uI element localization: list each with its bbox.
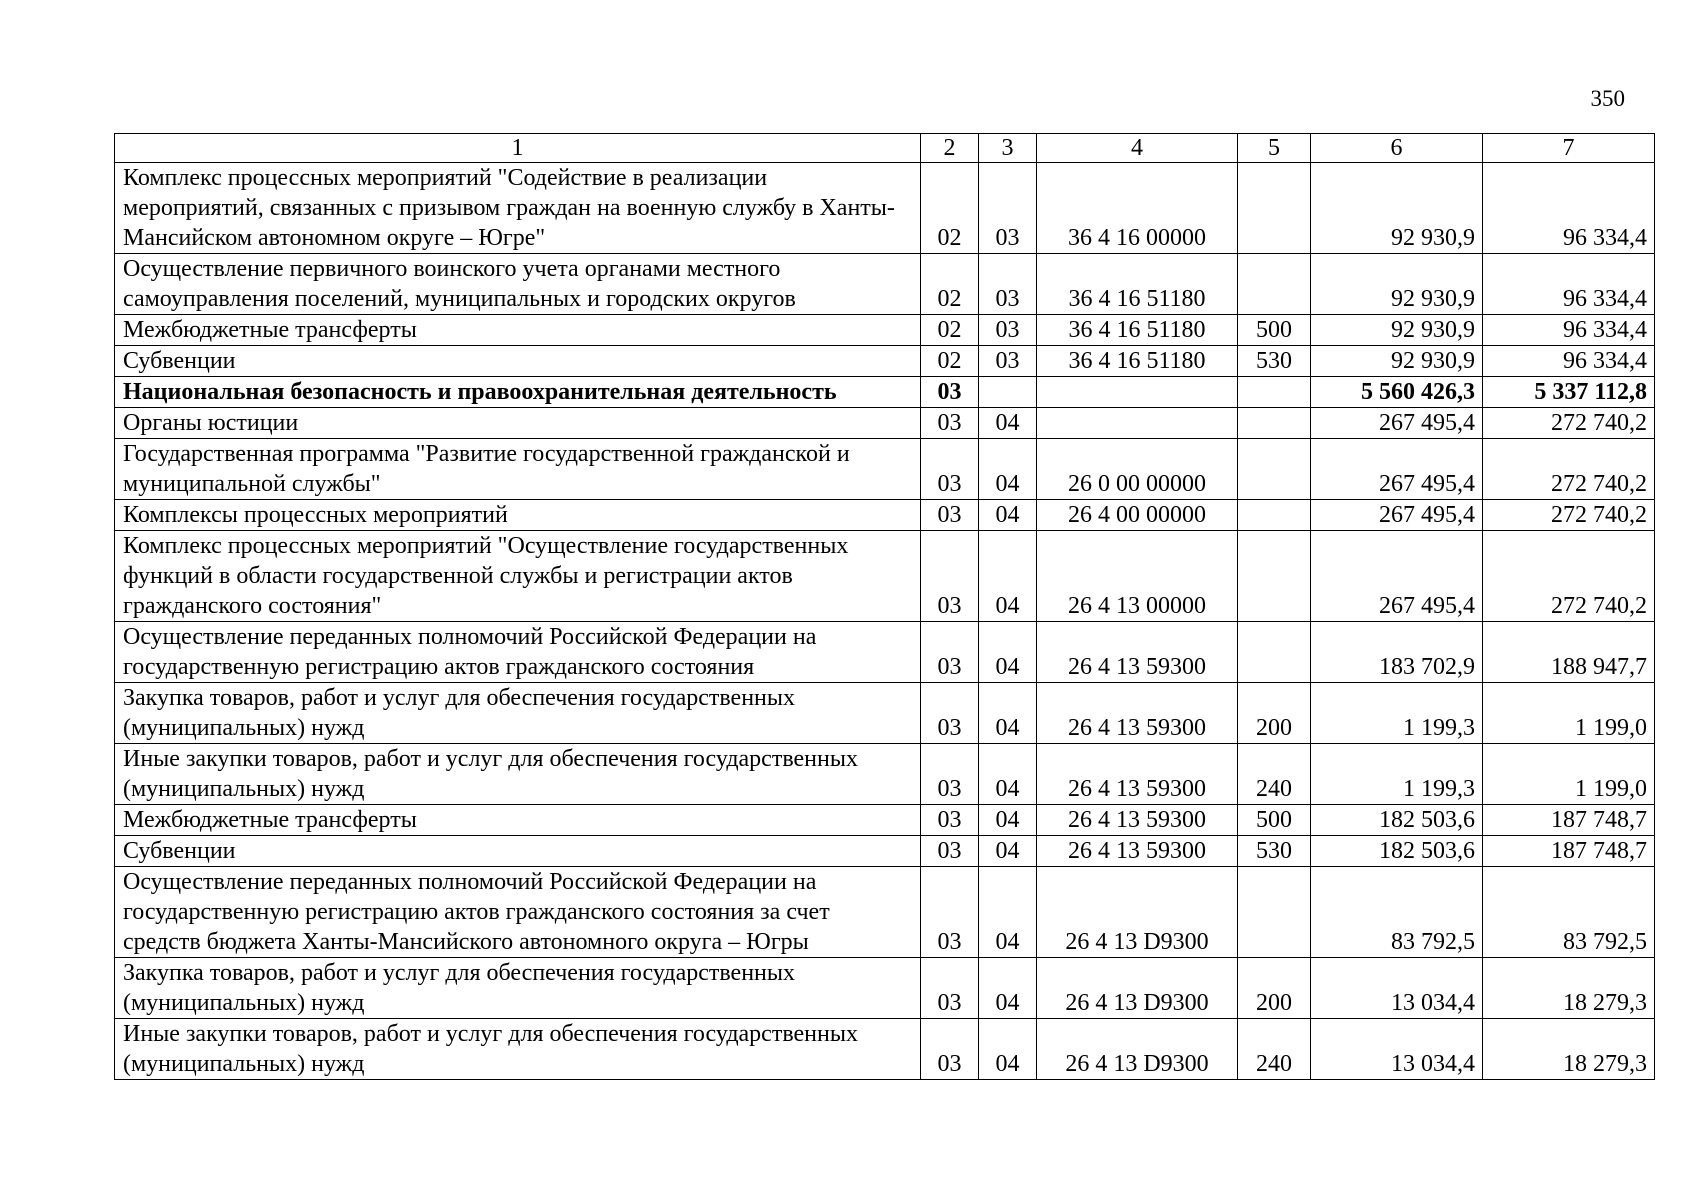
row-expense-type-cell: 240 — [1238, 1019, 1311, 1080]
table-row — [115, 836, 1655, 867]
row-target-article-cell: 36 4 16 00000 — [1037, 163, 1238, 254]
table-row — [115, 315, 1655, 346]
row-name-cell: Органы юстиции — [115, 408, 921, 439]
row-amount-1-cell: 182 503,6 — [1311, 805, 1483, 836]
row-subsection-cell: 04 — [979, 531, 1037, 622]
row-amount-2-cell: 272 740,2 — [1483, 439, 1655, 500]
table-row — [115, 500, 1655, 531]
row-target-article-cell: 26 4 00 00000 — [1037, 500, 1238, 531]
row-amount-2-cell: 1 199,0 — [1483, 683, 1655, 744]
row-amount-2-cell: 1 199,0 — [1483, 744, 1655, 805]
row-subsection-cell: 04 — [979, 500, 1037, 531]
row-expense-type-cell: 530 — [1238, 346, 1311, 377]
row-name-cell: Национальная безопасность и правоохранительная деятельность — [115, 377, 921, 408]
row-section-cell: 03 — [921, 1019, 979, 1080]
row-expense-type-cell — [1238, 377, 1311, 408]
row-target-article-cell: 26 4 13 00000 — [1037, 531, 1238, 622]
row-amount-1-cell: 267 495,4 — [1311, 531, 1483, 622]
row-target-article-cell: 26 4 13 D9300 — [1037, 867, 1238, 958]
row-name-cell: Закупка товаров, работ и услуг для обеспечения государственных (муниципальных) нужд — [115, 683, 921, 744]
header-cell-2: 2 — [921, 134, 979, 163]
table-row — [115, 622, 1655, 683]
row-section-cell: 03 — [921, 408, 979, 439]
row-name-cell: Комплекс процессных мероприятий "Содействие в реализации мероприятий, связанных с призывом граждан на военную службу в Ханты-Мансийском автономном округе – Югре" — [115, 163, 921, 254]
row-expense-type-cell: 500 — [1238, 805, 1311, 836]
row-section-cell: 02 — [921, 163, 979, 254]
table-row — [115, 744, 1655, 805]
row-name-cell: Государственная программа "Развитие государственной гражданской и муниципальной службы" — [115, 439, 921, 500]
row-section-cell: 03 — [921, 439, 979, 500]
table-row — [115, 683, 1655, 744]
row-name-cell: Комплексы процессных мероприятий — [115, 500, 921, 531]
row-section-cell: 03 — [921, 836, 979, 867]
row-subsection-cell: 03 — [979, 346, 1037, 377]
row-subsection-cell: 04 — [979, 958, 1037, 1019]
row-target-article-cell: 26 4 13 D9300 — [1037, 1019, 1238, 1080]
row-name-cell: Субвенции — [115, 836, 921, 867]
row-section-cell: 03 — [921, 377, 979, 408]
row-name-cell: Субвенции — [115, 346, 921, 377]
row-section-cell: 03 — [921, 744, 979, 805]
table-row — [115, 439, 1655, 500]
row-name-cell: Осуществление переданных полномочий Российской Федерации на государственную регистрацию актов гражданского состояния за счет средств бюджета Ханты-Мансийского автономного округа – Югры — [115, 867, 921, 958]
row-amount-1-cell: 92 930,9 — [1311, 163, 1483, 254]
row-expense-type-cell — [1238, 867, 1311, 958]
row-amount-1-cell: 13 034,4 — [1311, 958, 1483, 1019]
row-target-article-cell: 26 4 13 59300 — [1037, 805, 1238, 836]
row-section-cell: 03 — [921, 958, 979, 1019]
row-amount-2-cell: 18 279,3 — [1483, 958, 1655, 1019]
row-amount-2-cell: 272 740,2 — [1483, 500, 1655, 531]
row-expense-type-cell: 500 — [1238, 315, 1311, 346]
row-subsection-cell: 03 — [979, 254, 1037, 315]
table-row — [115, 867, 1655, 958]
row-expense-type-cell — [1238, 408, 1311, 439]
row-section-cell: 03 — [921, 867, 979, 958]
row-amount-1-cell: 267 495,4 — [1311, 408, 1483, 439]
row-amount-1-cell: 267 495,4 — [1311, 439, 1483, 500]
row-section-cell: 03 — [921, 805, 979, 836]
row-amount-2-cell: 187 748,7 — [1483, 805, 1655, 836]
row-amount-1-cell: 182 503,6 — [1311, 836, 1483, 867]
row-amount-1-cell: 13 034,4 — [1311, 1019, 1483, 1080]
row-amount-2-cell: 272 740,2 — [1483, 531, 1655, 622]
row-name-cell: Межбюджетные трансферты — [115, 805, 921, 836]
row-target-article-cell: 26 0 00 00000 — [1037, 439, 1238, 500]
row-subsection-cell: 04 — [979, 836, 1037, 867]
row-subsection-cell: 04 — [979, 683, 1037, 744]
row-amount-2-cell: 272 740,2 — [1483, 408, 1655, 439]
row-amount-2-cell: 96 334,4 — [1483, 346, 1655, 377]
row-amount-1-cell: 1 199,3 — [1311, 683, 1483, 744]
row-expense-type-cell — [1238, 163, 1311, 254]
row-subsection-cell: 04 — [979, 867, 1037, 958]
row-section-cell: 02 — [921, 315, 979, 346]
row-amount-1-cell: 83 792,5 — [1311, 867, 1483, 958]
row-expense-type-cell — [1238, 531, 1311, 622]
row-name-cell: Комплекс процессных мероприятий "Осуществление государственных функций в области государственной службы и регистрации актов гражданского состояния" — [115, 531, 921, 622]
table-row — [115, 958, 1655, 1019]
row-amount-2-cell: 96 334,4 — [1483, 254, 1655, 315]
row-name-cell: Межбюджетные трансферты — [115, 315, 921, 346]
table-row — [115, 377, 1655, 408]
row-target-article-cell: 26 4 13 D9300 — [1037, 958, 1238, 1019]
table-row — [115, 163, 1655, 254]
budget-table — [114, 133, 1655, 1080]
row-amount-2-cell: 83 792,5 — [1483, 867, 1655, 958]
row-name-cell: Закупка товаров, работ и услуг для обеспечения государственных (муниципальных) нужд — [115, 958, 921, 1019]
row-name-cell: Иные закупки товаров, работ и услуг для обеспечения государственных (муниципальных) нужд — [115, 1019, 921, 1080]
row-target-article-cell: 26 4 13 59300 — [1037, 683, 1238, 744]
row-target-article-cell: 36 4 16 51180 — [1037, 346, 1238, 377]
header-cell-4: 4 — [1037, 134, 1238, 163]
row-amount-1-cell: 92 930,9 — [1311, 315, 1483, 346]
row-subsection-cell: 04 — [979, 1019, 1037, 1080]
row-section-cell: 03 — [921, 531, 979, 622]
row-amount-2-cell: 187 748,7 — [1483, 836, 1655, 867]
header-cell-6: 6 — [1311, 134, 1483, 163]
row-amount-2-cell: 96 334,4 — [1483, 163, 1655, 254]
row-amount-1-cell: 267 495,4 — [1311, 500, 1483, 531]
row-expense-type-cell: 530 — [1238, 836, 1311, 867]
table-row — [115, 346, 1655, 377]
row-amount-1-cell: 92 930,9 — [1311, 254, 1483, 315]
row-amount-2-cell: 5 337 112,8 — [1483, 377, 1655, 408]
row-target-article-cell — [1037, 377, 1238, 408]
table-row — [115, 531, 1655, 622]
row-target-article-cell: 36 4 16 51180 — [1037, 254, 1238, 315]
row-amount-1-cell: 1 199,3 — [1311, 744, 1483, 805]
row-amount-2-cell: 188 947,7 — [1483, 622, 1655, 683]
table-header-row — [115, 134, 1655, 163]
row-target-article-cell: 26 4 13 59300 — [1037, 836, 1238, 867]
row-expense-type-cell — [1238, 622, 1311, 683]
table-row — [115, 805, 1655, 836]
row-target-article-cell — [1037, 408, 1238, 439]
row-subsection-cell: 03 — [979, 315, 1037, 346]
row-subsection-cell: 04 — [979, 439, 1037, 500]
row-subsection-cell: 04 — [979, 805, 1037, 836]
table-row — [115, 408, 1655, 439]
page-number: 350 — [1590, 86, 1625, 111]
header-cell-7: 7 — [1483, 134, 1655, 163]
row-section-cell: 02 — [921, 346, 979, 377]
row-expense-type-cell — [1238, 500, 1311, 531]
row-target-article-cell: 26 4 13 59300 — [1037, 744, 1238, 805]
row-section-cell: 03 — [921, 683, 979, 744]
header-cell-5: 5 — [1238, 134, 1311, 163]
row-subsection-cell: 03 — [979, 163, 1037, 254]
row-target-article-cell: 36 4 16 51180 — [1037, 315, 1238, 346]
row-expense-type-cell: 200 — [1238, 683, 1311, 744]
row-subsection-cell: 04 — [979, 744, 1037, 805]
table-row — [115, 1019, 1655, 1080]
row-amount-1-cell: 183 702,9 — [1311, 622, 1483, 683]
row-subsection-cell: 04 — [979, 408, 1037, 439]
row-amount-2-cell: 96 334,4 — [1483, 315, 1655, 346]
row-expense-type-cell — [1238, 439, 1311, 500]
row-section-cell: 03 — [921, 500, 979, 531]
row-subsection-cell: 04 — [979, 622, 1037, 683]
table-row — [115, 254, 1655, 315]
row-name-cell: Иные закупки товаров, работ и услуг для обеспечения государственных (муниципальных) нужд — [115, 744, 921, 805]
row-section-cell: 02 — [921, 254, 979, 315]
row-name-cell: Осуществление первичного воинского учета органами местного самоуправления поселений, муниципальных и городских округов — [115, 254, 921, 315]
row-subsection-cell — [979, 377, 1037, 408]
row-amount-2-cell: 18 279,3 — [1483, 1019, 1655, 1080]
row-target-article-cell: 26 4 13 59300 — [1037, 622, 1238, 683]
row-amount-1-cell: 92 930,9 — [1311, 346, 1483, 377]
header-cell-3: 3 — [979, 134, 1037, 163]
row-expense-type-cell — [1238, 254, 1311, 315]
row-expense-type-cell: 240 — [1238, 744, 1311, 805]
row-name-cell: Осуществление переданных полномочий Российской Федерации на государственную регистрацию актов гражданского состояния — [115, 622, 921, 683]
header-cell-1: 1 — [115, 134, 921, 163]
row-section-cell: 03 — [921, 622, 979, 683]
row-expense-type-cell: 200 — [1238, 958, 1311, 1019]
row-amount-1-cell: 5 560 426,3 — [1311, 377, 1483, 408]
